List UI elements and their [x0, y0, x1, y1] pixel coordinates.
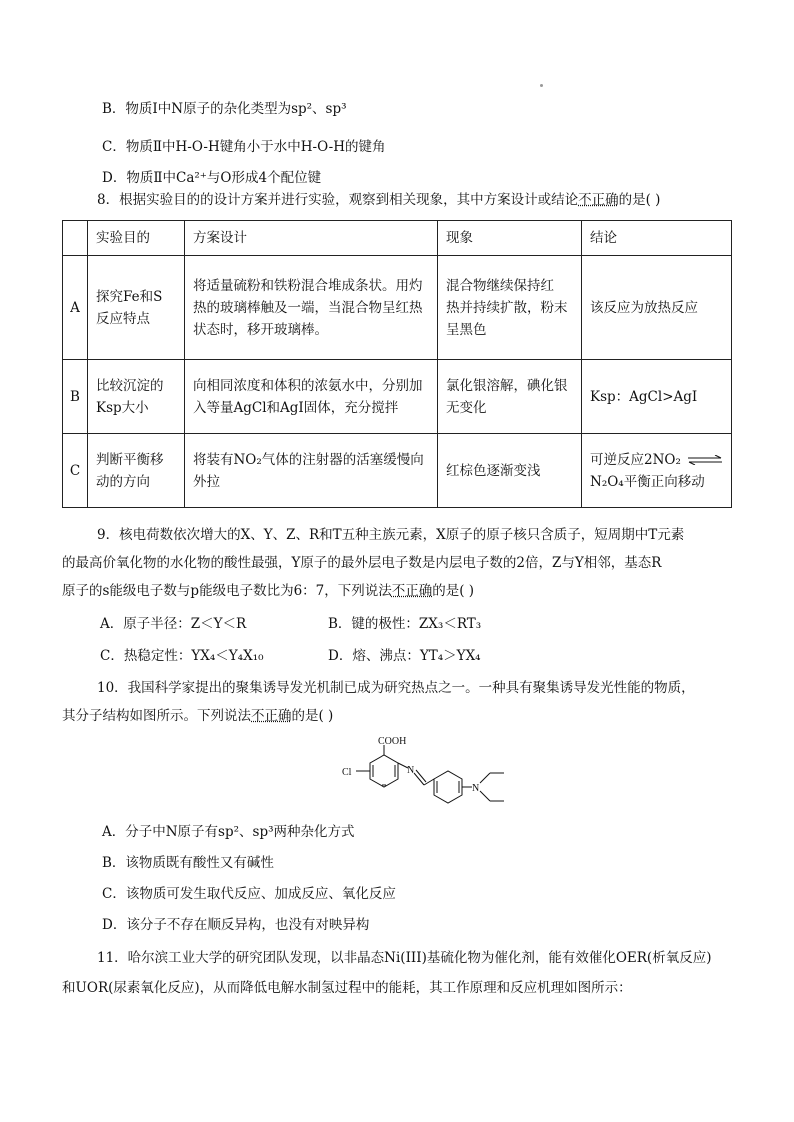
q10-stem-tail: 的是( ) — [291, 708, 334, 724]
q10-line-1: 10．我国科学家提出的聚集诱导发光机制已成为研究热点之一。一种具有聚集诱导发光性能的物质， — [97, 680, 695, 696]
scan-mark — [540, 84, 543, 87]
q7-option-b: B．物质Ⅰ中N原子的杂化类型为sp²、sp³ — [102, 101, 347, 117]
cell-line: 该反应为放热反应 — [590, 299, 698, 316]
cell-line: 将装有NO₂气体的注射器的活塞缓慢向 — [193, 451, 424, 468]
table-row — [63, 256, 732, 360]
cell-line: 无变化 — [446, 399, 487, 416]
q10-option-a: A．分子中N原子有sp²、sp³两种杂化方式 — [102, 824, 355, 840]
header-cell: 现象 — [438, 221, 582, 256]
amine-n-label: N — [472, 783, 480, 794]
q8-stem — [97, 190, 660, 210]
design-cell — [185, 434, 438, 508]
experiment-table — [62, 220, 732, 508]
cell-line: 入等量AgCl和AgI固体，充分搅拌 — [193, 399, 399, 416]
q10-emphasis: 不正确 — [251, 708, 292, 724]
purpose-cell — [88, 256, 185, 360]
cell-line: 比较沉淀的 — [96, 377, 164, 394]
q9-option-d: D．熔、沸点：YT₄＞YX₄ — [328, 648, 481, 664]
cell-line: 将适量硫粉和铁粉混合堆成条状。用灼 — [193, 277, 423, 294]
q10-option-b: B．该物质既有酸性又有碱性 — [102, 855, 274, 871]
imine-n-label: N — [407, 765, 415, 776]
cell-line: 向相同浓度和体积的浓氨水中，分别加 — [193, 377, 423, 394]
q9-emphasis: 不正确 — [391, 583, 433, 599]
q9-stem-text: 原子的s能级电子数与p能级电子数比为6：7，下列说法 — [62, 583, 392, 599]
purpose-cell — [88, 360, 185, 434]
cell-line: 氯化银溶解，碘化银 — [446, 377, 568, 394]
cell-line: 状态时，移开玻璃棒。 — [193, 321, 328, 338]
q10-line-2 — [62, 706, 333, 726]
conclusion-cell — [582, 360, 732, 434]
header-cell — [63, 221, 88, 256]
conclusion-cell — [582, 434, 732, 508]
header-cell: 实验目的 — [88, 221, 185, 256]
header-cell: 结论 — [582, 221, 732, 256]
cell-line: 红棕色逐渐变浅 — [446, 462, 541, 479]
conclusion-cell — [582, 256, 732, 360]
cell-line: 探究Fe和S — [96, 288, 163, 305]
row-label: C — [63, 434, 88, 508]
q9-stem-tail: 的是( ) — [432, 583, 475, 599]
q9-option-b: B．键的极性：ZX₃＜RT₃ — [328, 616, 482, 632]
cell-line: Ksp大小 — [96, 399, 149, 416]
cell-line: 热的玻璃棒触及一端，当混合物呈红热 — [193, 299, 423, 316]
cell-line: Ksp：AgCl>AgI — [590, 388, 698, 405]
header-cell: 方案设计 — [185, 221, 438, 256]
q7-option-c: C．物质Ⅱ中H-O-H键角小于水中H-O-H的键角 — [102, 139, 386, 155]
q10-option-c: C．该物质可发生取代反应、加成反应、氧化反应 — [102, 886, 396, 902]
molecular-structure-diagram — [320, 735, 530, 815]
cell-line: 判断平衡移 — [96, 451, 164, 468]
q9-option-a: A．原子半径：Z＜Y＜R — [100, 616, 247, 632]
q8-stem-tail: 的是( ) — [618, 192, 661, 208]
q11-line-2: 和UOR(尿素氧化反应)，从而降低电解水制氢过程中的能耗，其工作原理和反应机理如图所示： — [62, 980, 632, 996]
phenomenon-cell — [438, 256, 582, 360]
table-row — [63, 360, 732, 434]
q7-option-d: D．物质Ⅱ中Ca²⁺与O形成4个配位键 — [102, 170, 322, 186]
q10-option-d: D．该分子不存在顺反异构，也没有对映异构 — [102, 917, 370, 933]
phenomenon-cell — [438, 434, 582, 508]
q9-option-c: C．热稳定性：YX₄＜Y₄X₁₀ — [100, 648, 264, 664]
cooh-label: COOH — [378, 736, 407, 747]
cell-line: 呈黑色 — [446, 321, 487, 338]
q11-line-1: 11．哈尔滨工业大学的研究团队发现，以非晶态Ni(III)基硫化物为催化剂，能有效催化OER(析氧反应) — [97, 950, 712, 966]
q8-emphasis: 不正确 — [578, 192, 619, 208]
equilibrium-arrow-icon — [687, 455, 723, 465]
table-row — [63, 434, 732, 508]
reaction-text: 可逆反应2NO₂ — [590, 451, 681, 468]
q10-stem-text: 其分子结构如图所示。下列说法 — [62, 708, 251, 724]
row-label: A — [63, 256, 88, 360]
cell-line: N₂O₄平衡正向移动 — [590, 473, 705, 490]
row-label: B — [63, 360, 88, 434]
q9-line-1: 9．核电荷数依次增大的X、Y、Z、R和T五种主族元素，X原子的原子核只含质子，短周期中T元素 — [97, 527, 685, 543]
cell-line: 混合物继续保持红 — [446, 277, 554, 294]
q9-line-3 — [62, 581, 474, 601]
cell-line: 外拉 — [193, 473, 220, 490]
design-cell — [185, 360, 438, 434]
cell-line: 热并持续扩散，粉末 — [446, 299, 568, 316]
cell-line: 动的方向 — [96, 473, 150, 490]
q8-stem-text: 8．根据实验目的的设计方案并进行实验，观察到相关现象，其中方案设计或结论 — [97, 192, 579, 208]
purpose-cell — [88, 434, 185, 508]
q9-line-2: 的最高价氧化物的水化物的酸性最强，Y原子的最外层电子数是内层电子数的2倍，Z与Y相邻，基态R — [62, 555, 662, 571]
design-cell — [185, 256, 438, 360]
phenomenon-cell — [438, 360, 582, 434]
cell-line — [590, 449, 723, 471]
structure-bonds — [356, 745, 504, 803]
table-header-row — [63, 221, 732, 256]
cl-label: Cl — [342, 767, 352, 778]
cell-line: 反应特点 — [96, 310, 150, 327]
